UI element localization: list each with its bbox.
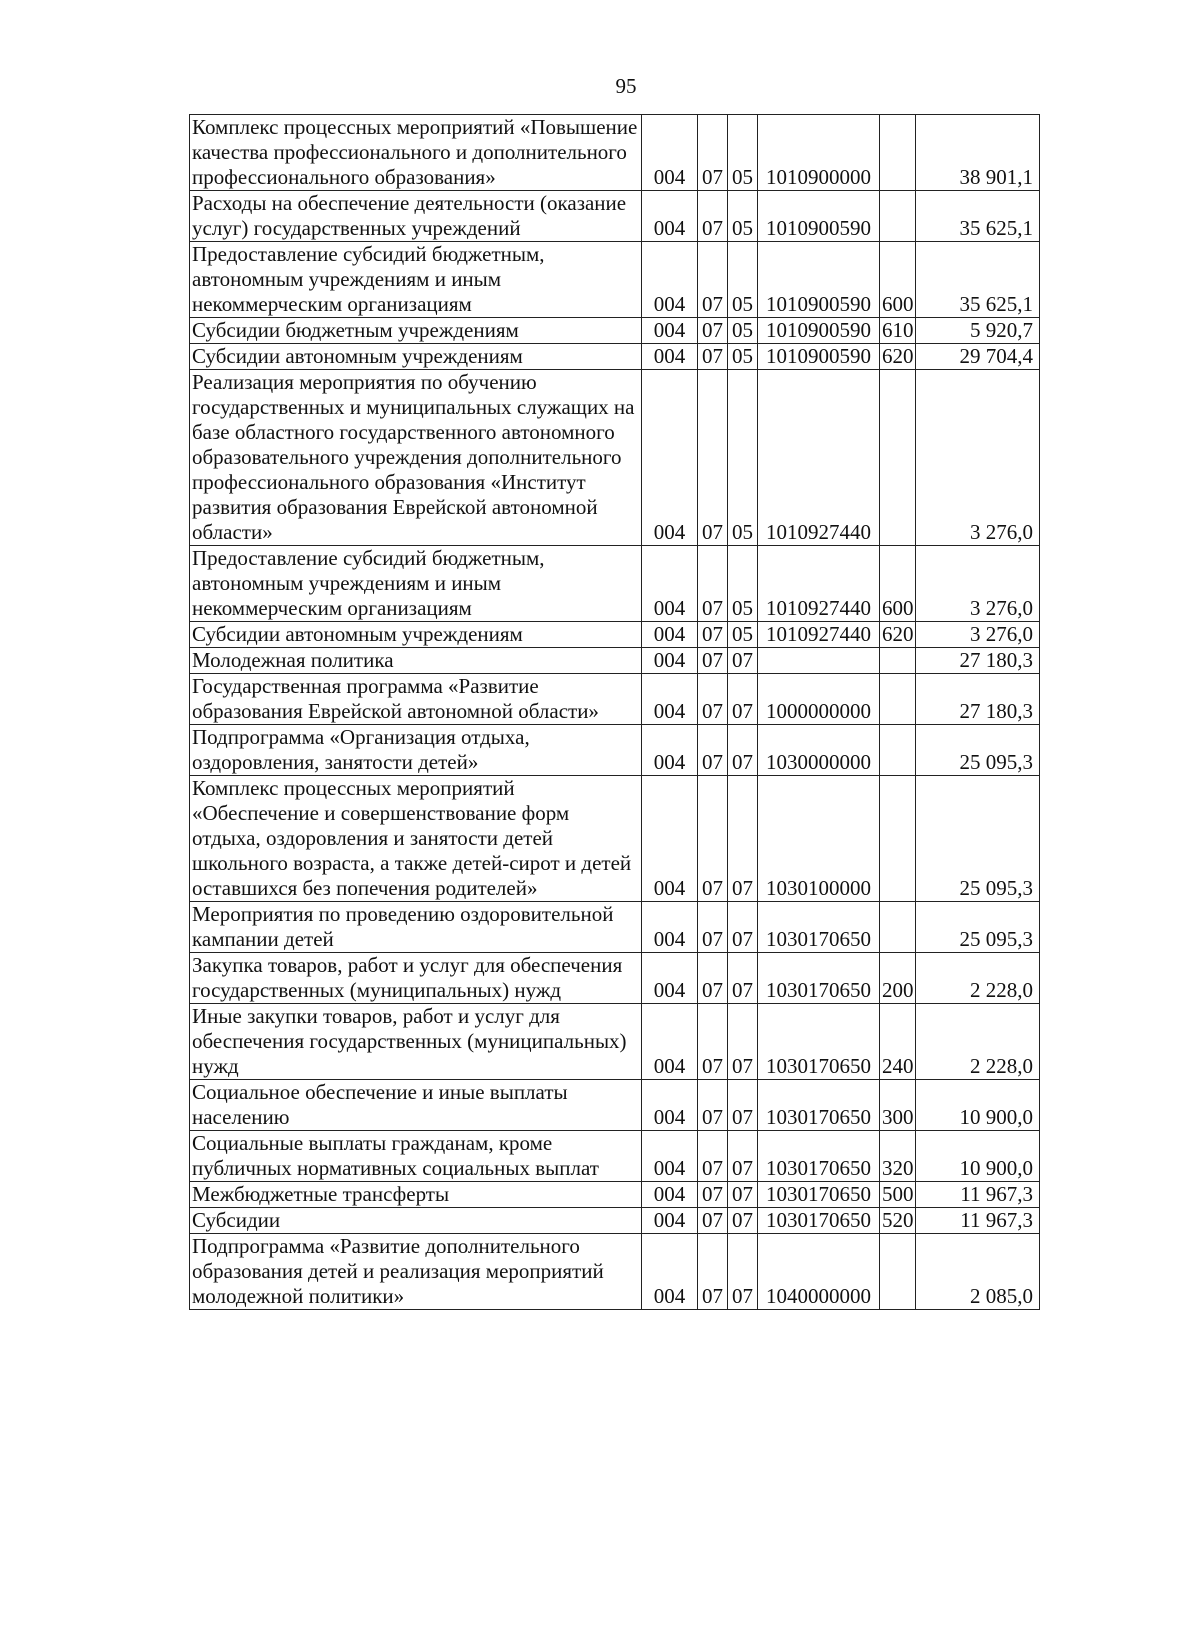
row-name-cell: Межбюджетные трансферты (190, 1182, 642, 1208)
section-cell: 07 (698, 648, 728, 674)
expense-type-cell: 600 (880, 546, 916, 622)
ved-cell: 004 (642, 370, 698, 546)
subsection-cell: 05 (728, 242, 758, 318)
ved-cell: 004 (642, 344, 698, 370)
row-name-cell: Субсидии автономным учреждениям (190, 344, 642, 370)
ved-cell: 004 (642, 1004, 698, 1080)
ved-cell: 004 (642, 1080, 698, 1131)
table-row (190, 648, 1040, 674)
expense-type-cell (880, 674, 916, 725)
amount-cell: 35 625,1 (916, 242, 1040, 318)
table-row (190, 115, 1040, 191)
row-name-cell: Расходы на обеспечение деятельности (оказание услуг) государственных учреждений (190, 191, 642, 242)
table-row (190, 370, 1040, 546)
amount-cell: 25 095,3 (916, 725, 1040, 776)
section-cell: 07 (698, 1131, 728, 1182)
amount-cell: 2 228,0 (916, 953, 1040, 1004)
ved-cell: 004 (642, 546, 698, 622)
table-row (190, 1208, 1040, 1234)
expense-type-cell: 240 (880, 1004, 916, 1080)
ved-cell: 004 (642, 191, 698, 242)
amount-cell: 2 228,0 (916, 1004, 1040, 1080)
row-name-cell: Подпрограмма «Организация отдыха, оздоровления, занятости детей» (190, 725, 642, 776)
row-name-cell: Субсидии автономным учреждениям (190, 622, 642, 648)
section-cell: 07 (698, 344, 728, 370)
amount-cell: 3 276,0 (916, 370, 1040, 546)
section-cell: 07 (698, 674, 728, 725)
table-row (190, 902, 1040, 953)
section-cell: 07 (698, 370, 728, 546)
row-name-cell: Комплекс процессных мероприятий «Обеспечение и совершенствование форм отдыха, оздоровления и занятости детей школьного возраста, а также детей-сирот и детей оставшихся без попечения родителей» (190, 776, 642, 902)
row-name-cell: Государственная программа «Развитие образования Еврейской автономной области» (190, 674, 642, 725)
ved-cell: 004 (642, 242, 698, 318)
section-cell: 07 (698, 318, 728, 344)
ved-cell: 004 (642, 1208, 698, 1234)
table-row (190, 242, 1040, 318)
target-article-cell: 1010900590 (758, 242, 880, 318)
ved-cell: 004 (642, 1234, 698, 1310)
subsection-cell: 05 (728, 622, 758, 648)
section-cell: 07 (698, 776, 728, 902)
table-row (190, 1234, 1040, 1310)
target-article-cell: 1010900000 (758, 115, 880, 191)
amount-cell: 25 095,3 (916, 902, 1040, 953)
subsection-cell: 07 (728, 953, 758, 1004)
amount-cell: 35 625,1 (916, 191, 1040, 242)
subsection-cell: 05 (728, 344, 758, 370)
subsection-cell: 07 (728, 1131, 758, 1182)
expense-type-cell (880, 1234, 916, 1310)
subsection-cell: 07 (728, 776, 758, 902)
section-cell: 07 (698, 115, 728, 191)
target-article-cell: 1030170650 (758, 1004, 880, 1080)
table-row (190, 344, 1040, 370)
target-article-cell: 1040000000 (758, 1234, 880, 1310)
subsection-cell: 05 (728, 370, 758, 546)
subsection-cell: 05 (728, 191, 758, 242)
target-article-cell (758, 648, 880, 674)
row-name-cell: Реализация мероприятия по обучению государственных и муниципальных служащих на базе областного государственного автономного образовательного учреждения дополнительного профессионального образования «Институт развития образования Еврейской автономной области» (190, 370, 642, 546)
target-article-cell: 1030170650 (758, 1080, 880, 1131)
target-article-cell: 1000000000 (758, 674, 880, 725)
table-row (190, 674, 1040, 725)
expense-type-cell: 300 (880, 1080, 916, 1131)
target-article-cell: 1010900590 (758, 191, 880, 242)
section-cell: 07 (698, 546, 728, 622)
expense-type-cell: 620 (880, 344, 916, 370)
section-cell: 07 (698, 725, 728, 776)
amount-cell: 3 276,0 (916, 622, 1040, 648)
expense-type-cell: 320 (880, 1131, 916, 1182)
table-row (190, 776, 1040, 902)
subsection-cell: 05 (728, 115, 758, 191)
row-name-cell: Социальное обеспечение и иные выплаты населению (190, 1080, 642, 1131)
subsection-cell: 07 (728, 648, 758, 674)
target-article-cell: 1030170650 (758, 1131, 880, 1182)
subsection-cell: 07 (728, 1234, 758, 1310)
subsection-cell: 05 (728, 318, 758, 344)
expense-type-cell: 500 (880, 1182, 916, 1208)
section-cell: 07 (698, 1208, 728, 1234)
subsection-cell: 07 (728, 1004, 758, 1080)
expense-type-cell: 620 (880, 622, 916, 648)
row-name-cell: Подпрограмма «Развитие дополнительного образования детей и реализация мероприятий молодежной политики» (190, 1234, 642, 1310)
amount-cell: 3 276,0 (916, 546, 1040, 622)
subsection-cell: 07 (728, 674, 758, 725)
ved-cell: 004 (642, 674, 698, 725)
section-cell: 07 (698, 1182, 728, 1208)
row-name-cell: Социальные выплаты гражданам, кроме публичных нормативных социальных выплат (190, 1131, 642, 1182)
table-row (190, 1080, 1040, 1131)
expense-type-cell (880, 370, 916, 546)
section-cell: 07 (698, 1080, 728, 1131)
ved-cell: 004 (642, 115, 698, 191)
target-article-cell: 1030000000 (758, 725, 880, 776)
row-name-cell: Комплекс процессных мероприятий «Повышение качества профессионального и дополнительного профессионального образования» (190, 115, 642, 191)
expense-type-cell: 610 (880, 318, 916, 344)
target-article-cell: 1030170650 (758, 953, 880, 1004)
ved-cell: 004 (642, 776, 698, 902)
subsection-cell: 07 (728, 902, 758, 953)
target-article-cell: 1030170650 (758, 902, 880, 953)
ved-cell: 004 (642, 953, 698, 1004)
section-cell: 07 (698, 242, 728, 318)
table-row (190, 953, 1040, 1004)
subsection-cell: 07 (728, 1182, 758, 1208)
amount-cell: 5 920,7 (916, 318, 1040, 344)
table-row (190, 546, 1040, 622)
expense-type-cell (880, 902, 916, 953)
section-cell: 07 (698, 1234, 728, 1310)
row-name-cell: Предоставление субсидий бюджетным, автономным учреждениям и иным некоммерческим организациям (190, 546, 642, 622)
expense-type-cell (880, 776, 916, 902)
section-cell: 07 (698, 622, 728, 648)
target-article-cell: 1010900590 (758, 318, 880, 344)
table-row (190, 318, 1040, 344)
expense-type-cell (880, 115, 916, 191)
subsection-cell: 07 (728, 725, 758, 776)
row-name-cell: Субсидии (190, 1208, 642, 1234)
expense-type-cell (880, 725, 916, 776)
ved-cell: 004 (642, 725, 698, 776)
section-cell: 07 (698, 953, 728, 1004)
target-article-cell: 1010927440 (758, 546, 880, 622)
row-name-cell: Мероприятия по проведению оздоровительной кампании детей (190, 902, 642, 953)
ved-cell: 004 (642, 318, 698, 344)
amount-cell: 29 704,4 (916, 344, 1040, 370)
section-cell: 07 (698, 191, 728, 242)
expense-type-cell: 520 (880, 1208, 916, 1234)
amount-cell: 38 901,1 (916, 115, 1040, 191)
subsection-cell: 07 (728, 1208, 758, 1234)
row-name-cell: Субсидии бюджетным учреждениям (190, 318, 642, 344)
expense-type-cell: 600 (880, 242, 916, 318)
table-row (190, 622, 1040, 648)
amount-cell: 10 900,0 (916, 1131, 1040, 1182)
section-cell: 07 (698, 1004, 728, 1080)
budget-table (189, 114, 1040, 1310)
amount-cell: 10 900,0 (916, 1080, 1040, 1131)
target-article-cell: 1030170650 (758, 1182, 880, 1208)
target-article-cell: 1030100000 (758, 776, 880, 902)
section-cell: 07 (698, 902, 728, 953)
row-name-cell: Иные закупки товаров, работ и услуг для обеспечения государственных (муниципальных) нужд (190, 1004, 642, 1080)
subsection-cell: 05 (728, 546, 758, 622)
amount-cell: 27 180,3 (916, 674, 1040, 725)
ved-cell: 004 (642, 1182, 698, 1208)
table-row (190, 1182, 1040, 1208)
row-name-cell: Закупка товаров, работ и услуг для обеспечения государственных (муниципальных) нужд (190, 953, 642, 1004)
table-row (190, 725, 1040, 776)
expense-type-cell (880, 191, 916, 242)
table-row (190, 1004, 1040, 1080)
ved-cell: 004 (642, 648, 698, 674)
table-row (190, 191, 1040, 242)
amount-cell: 2 085,0 (916, 1234, 1040, 1310)
amount-cell: 11 967,3 (916, 1208, 1040, 1234)
ved-cell: 004 (642, 902, 698, 953)
ved-cell: 004 (642, 622, 698, 648)
row-name-cell: Предоставление субсидий бюджетным, автономным учреждениям и иным некоммерческим организациям (190, 242, 642, 318)
amount-cell: 27 180,3 (916, 648, 1040, 674)
table-row (190, 1131, 1040, 1182)
target-article-cell: 1030170650 (758, 1208, 880, 1234)
amount-cell: 11 967,3 (916, 1182, 1040, 1208)
ved-cell: 004 (642, 1131, 698, 1182)
target-article-cell: 1010927440 (758, 622, 880, 648)
amount-cell: 25 095,3 (916, 776, 1040, 902)
target-article-cell: 1010900590 (758, 344, 880, 370)
expense-type-cell (880, 648, 916, 674)
target-article-cell: 1010927440 (758, 370, 880, 546)
page-number: 95 (615, 74, 637, 98)
subsection-cell: 07 (728, 1080, 758, 1131)
row-name-cell: Молодежная политика (190, 648, 642, 674)
expense-type-cell: 200 (880, 953, 916, 1004)
